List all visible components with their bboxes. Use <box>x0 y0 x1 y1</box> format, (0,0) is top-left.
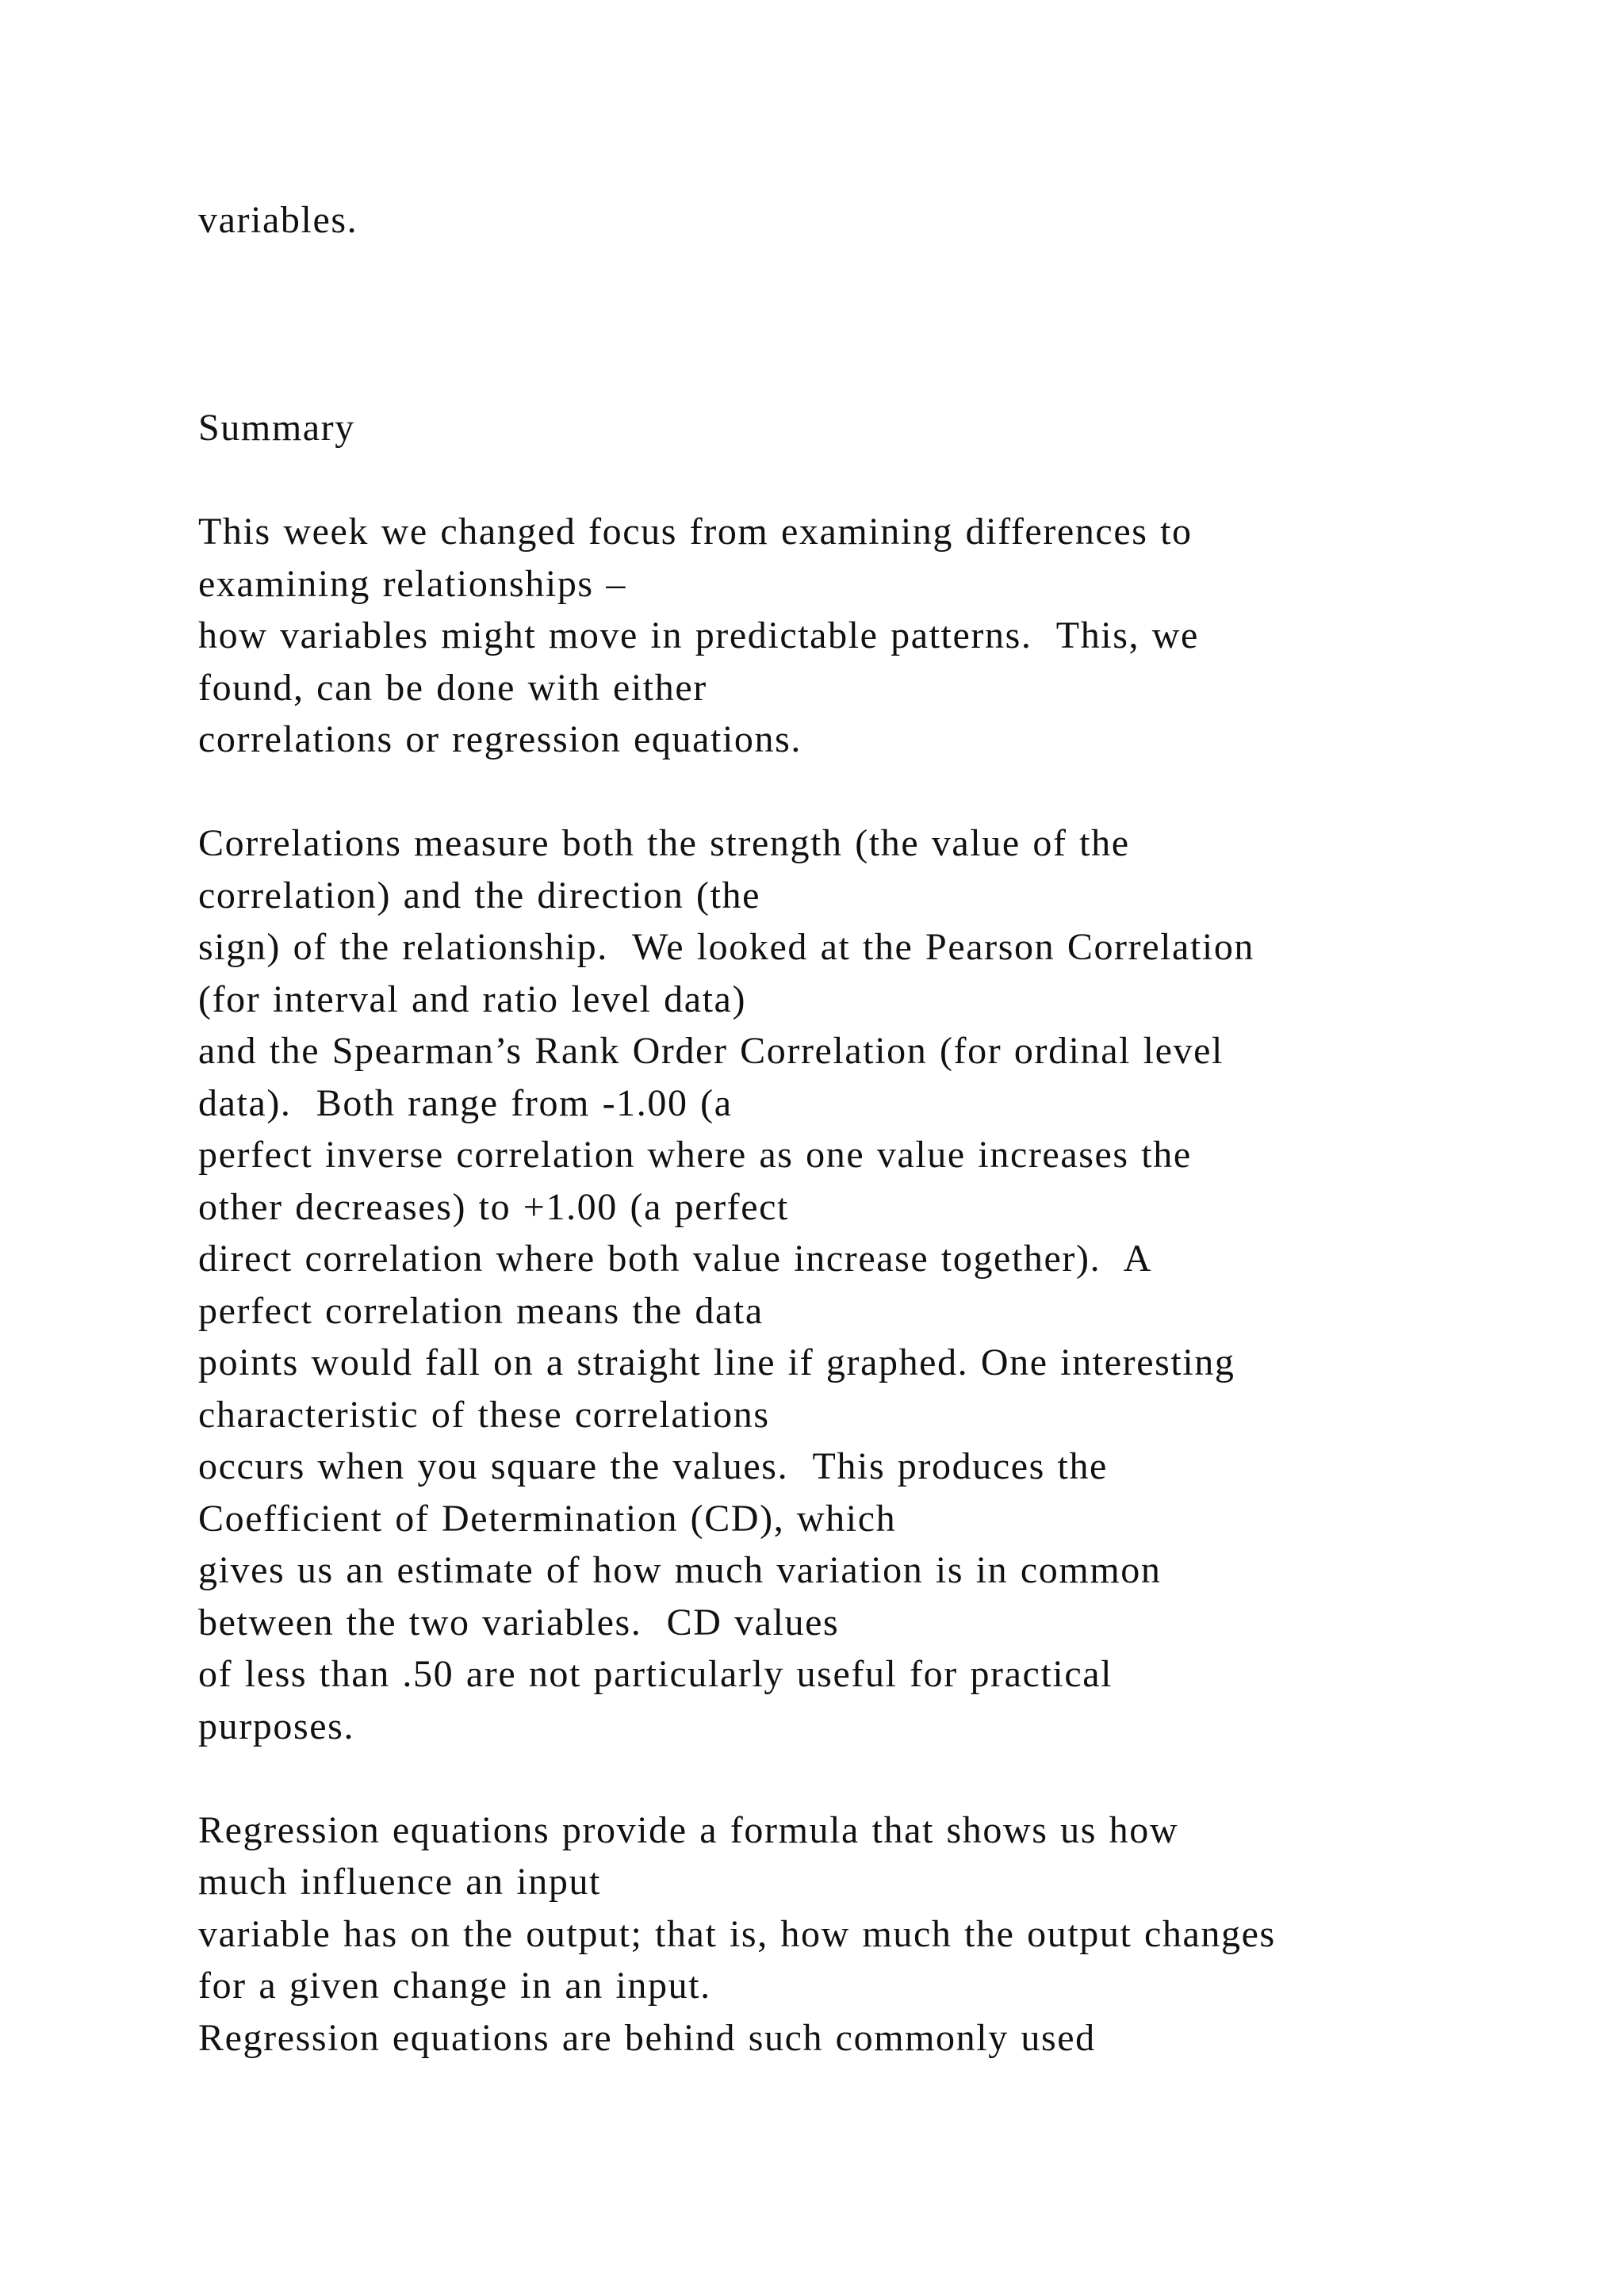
text-line: purposes. <box>198 1705 355 1747</box>
text-line: found, can be done with either <box>198 666 707 709</box>
document-body <box>198 194 1586 2064</box>
text-line: Coefficient of Determination (CD), which <box>198 1497 897 1540</box>
text-line: for a given change in an input. <box>198 1965 711 2007</box>
text-line: occurs when you square the values. This produces the <box>198 1445 1108 1487</box>
text-line <box>198 1752 1586 1804</box>
text-line: points would fall on a straight line if graphed. One interesting <box>198 1341 1235 1383</box>
text-line: variables. <box>198 199 358 241</box>
text-line: (for interval and ratio level data) <box>198 978 747 1020</box>
text-line: Correlations measure both the strength (the value of the <box>198 822 1130 864</box>
text-line: much influence an input <box>198 1861 601 1903</box>
text-line: gives us an estimate of how much variation is in common <box>198 1549 1162 1591</box>
text-line: data). Both range from -1.00 (a <box>198 1081 733 1124</box>
text-line <box>198 766 1586 818</box>
text-line: between the two variables. CD values <box>198 1601 840 1644</box>
text-line: examining relationships – <box>198 562 626 605</box>
text-line: correlation) and the direction (the <box>198 874 761 916</box>
text-line: how variables might move in predictable patterns. This, we <box>198 614 1199 656</box>
text-line: correlations or regression equations. <box>198 718 802 760</box>
text-line: direct correlation where both value increase together). A <box>198 1238 1152 1280</box>
text-line: of less than .50 are not particularly useful for practical <box>198 1653 1113 1695</box>
text-line: This week we changed focus from examining differences to <box>198 511 1193 553</box>
text-line: sign) of the relationship. We looked at the Pearson Correlation <box>198 926 1255 968</box>
text-line: and the Spearman’s Rank Order Correlation (for ordinal level <box>198 1030 1224 1072</box>
section-heading: Summary <box>198 407 355 449</box>
text-line: perfect correlation means the data <box>198 1289 764 1332</box>
text-line: other decreases) to +1.00 (a perfect <box>198 1185 789 1228</box>
text-line <box>198 247 1586 299</box>
text-line <box>198 298 1586 350</box>
text-line <box>198 454 1586 507</box>
text-line: variable has on the output; that is, how much the output changes <box>198 1912 1276 1955</box>
text-line: perfect inverse correlation where as one value increases the <box>198 1134 1192 1176</box>
text-line: Regression equations provide a formula that shows us how <box>198 1808 1179 1851</box>
text-line: Regression equations are behind such commonly used <box>198 2016 1096 2059</box>
text-line <box>198 350 1586 403</box>
text-line: characteristic of these correlations <box>198 1393 770 1436</box>
